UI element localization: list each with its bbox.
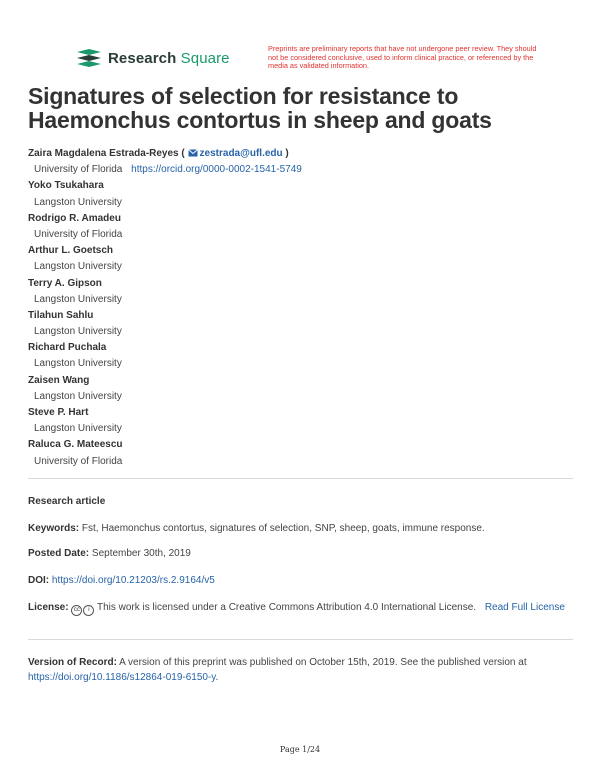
paper-title: Signatures of selection for resistance to Haemonchus contortus in sheep and goats [28, 83, 492, 133]
corresponding-author-affiliation-row [28, 162, 573, 178]
published-version-link[interactable]: https://doi.org/10.1186/s12864-019-6150-y [28, 672, 216, 683]
creative-commons-icon: cc [71, 605, 82, 616]
section-divider [28, 639, 573, 640]
envelope-icon [188, 149, 198, 157]
author-name: Arthur L. Goetsch [28, 245, 114, 257]
author-affiliation: University of Florida [34, 164, 123, 176]
logo-text-square: Square [180, 49, 230, 67]
keywords-value: Fst, Haemonchus contortus, signatures of selection, SNP, sheep, goats, immune response. [81, 523, 485, 534]
doi-link[interactable]: https://doi.org/10.21203/rs.2.9164/v5 [51, 575, 215, 586]
author-name: Richard Puchala [28, 342, 107, 354]
author-list [28, 146, 573, 470]
author-affiliation: Langston University [34, 423, 122, 435]
license-label: License: [28, 602, 69, 613]
corresponding-author-name: Zaira Magdalena Estrada-Reyes [28, 148, 179, 159]
doi [28, 573, 573, 588]
version-of-record-label: Version of Record: [28, 657, 117, 668]
keywords [28, 521, 573, 536]
section-divider [28, 478, 573, 479]
read-full-link-text-1: Read Full [484, 602, 528, 613]
author-email-link[interactable] [188, 148, 283, 159]
author-affiliation: Langston University [34, 390, 122, 402]
author-affiliation: Langston University [34, 293, 122, 305]
research-square-logo-icon [76, 48, 102, 68]
orcid-link[interactable]: https://orcid.org/0000-0002-1541-5749 [131, 164, 302, 176]
page-number: Page 1/24 [279, 745, 321, 754]
posted-date-label: Posted Date: [28, 548, 90, 559]
email-close-paren: ) [285, 148, 289, 159]
author-email: zestrada@ufl.edu [199, 148, 283, 159]
version-of-record-text: A version of this preprint was published on October 15th, 2019. See the published version at [119, 657, 527, 668]
corresponding-author [28, 146, 573, 162]
email-open-paren: ( [181, 148, 185, 159]
author-name: Steve P. Hart [28, 407, 89, 418]
posted-date [28, 546, 573, 561]
author-name: Rodrigo R. Amadeu [28, 212, 121, 224]
license-text: This work is licensed under a Creative Commons Attribution 4.0 International License. [96, 602, 477, 613]
logo-text [108, 50, 230, 67]
author-affiliation: Langston University [34, 196, 122, 208]
author-affiliation: Langston University [34, 261, 122, 273]
author-name: Yoko Tsukahara [28, 180, 104, 192]
attribution-icon: i [83, 605, 94, 616]
version-of-record-period: . [215, 672, 219, 683]
author-affiliation: Langston University [34, 358, 122, 370]
read-full-license-link[interactable] [485, 602, 565, 613]
license [28, 600, 573, 616]
posted-date-value: September 30th, 2019 [91, 548, 191, 559]
author-affiliation: University of Florida [34, 455, 123, 467]
author-name: Zaisen Wang [28, 374, 90, 386]
read-full-link-text-2: License [530, 602, 565, 613]
author-name: Raluca G. Mateescu [28, 439, 123, 451]
author-affiliation: Langston University [34, 326, 122, 338]
author-name: Tilahun Sahlu [28, 309, 94, 321]
doi-label: DOI: [28, 575, 50, 586]
author-name: Terry A. Gipson [28, 277, 102, 289]
article-type: Research article [28, 496, 106, 507]
research-square-logo[interactable] [76, 48, 230, 68]
version-of-record [28, 655, 573, 685]
author-affiliation: University of Florida [34, 228, 123, 240]
keywords-label: Keywords: [28, 523, 80, 534]
logo-text-research: Research [108, 49, 177, 67]
preprint-disclaimer: Preprints are preliminary reports that have not undergone peer review. They should not be considered conclusive, used to inform clinical practice, or referenced by the media as validated information. [268, 44, 537, 71]
